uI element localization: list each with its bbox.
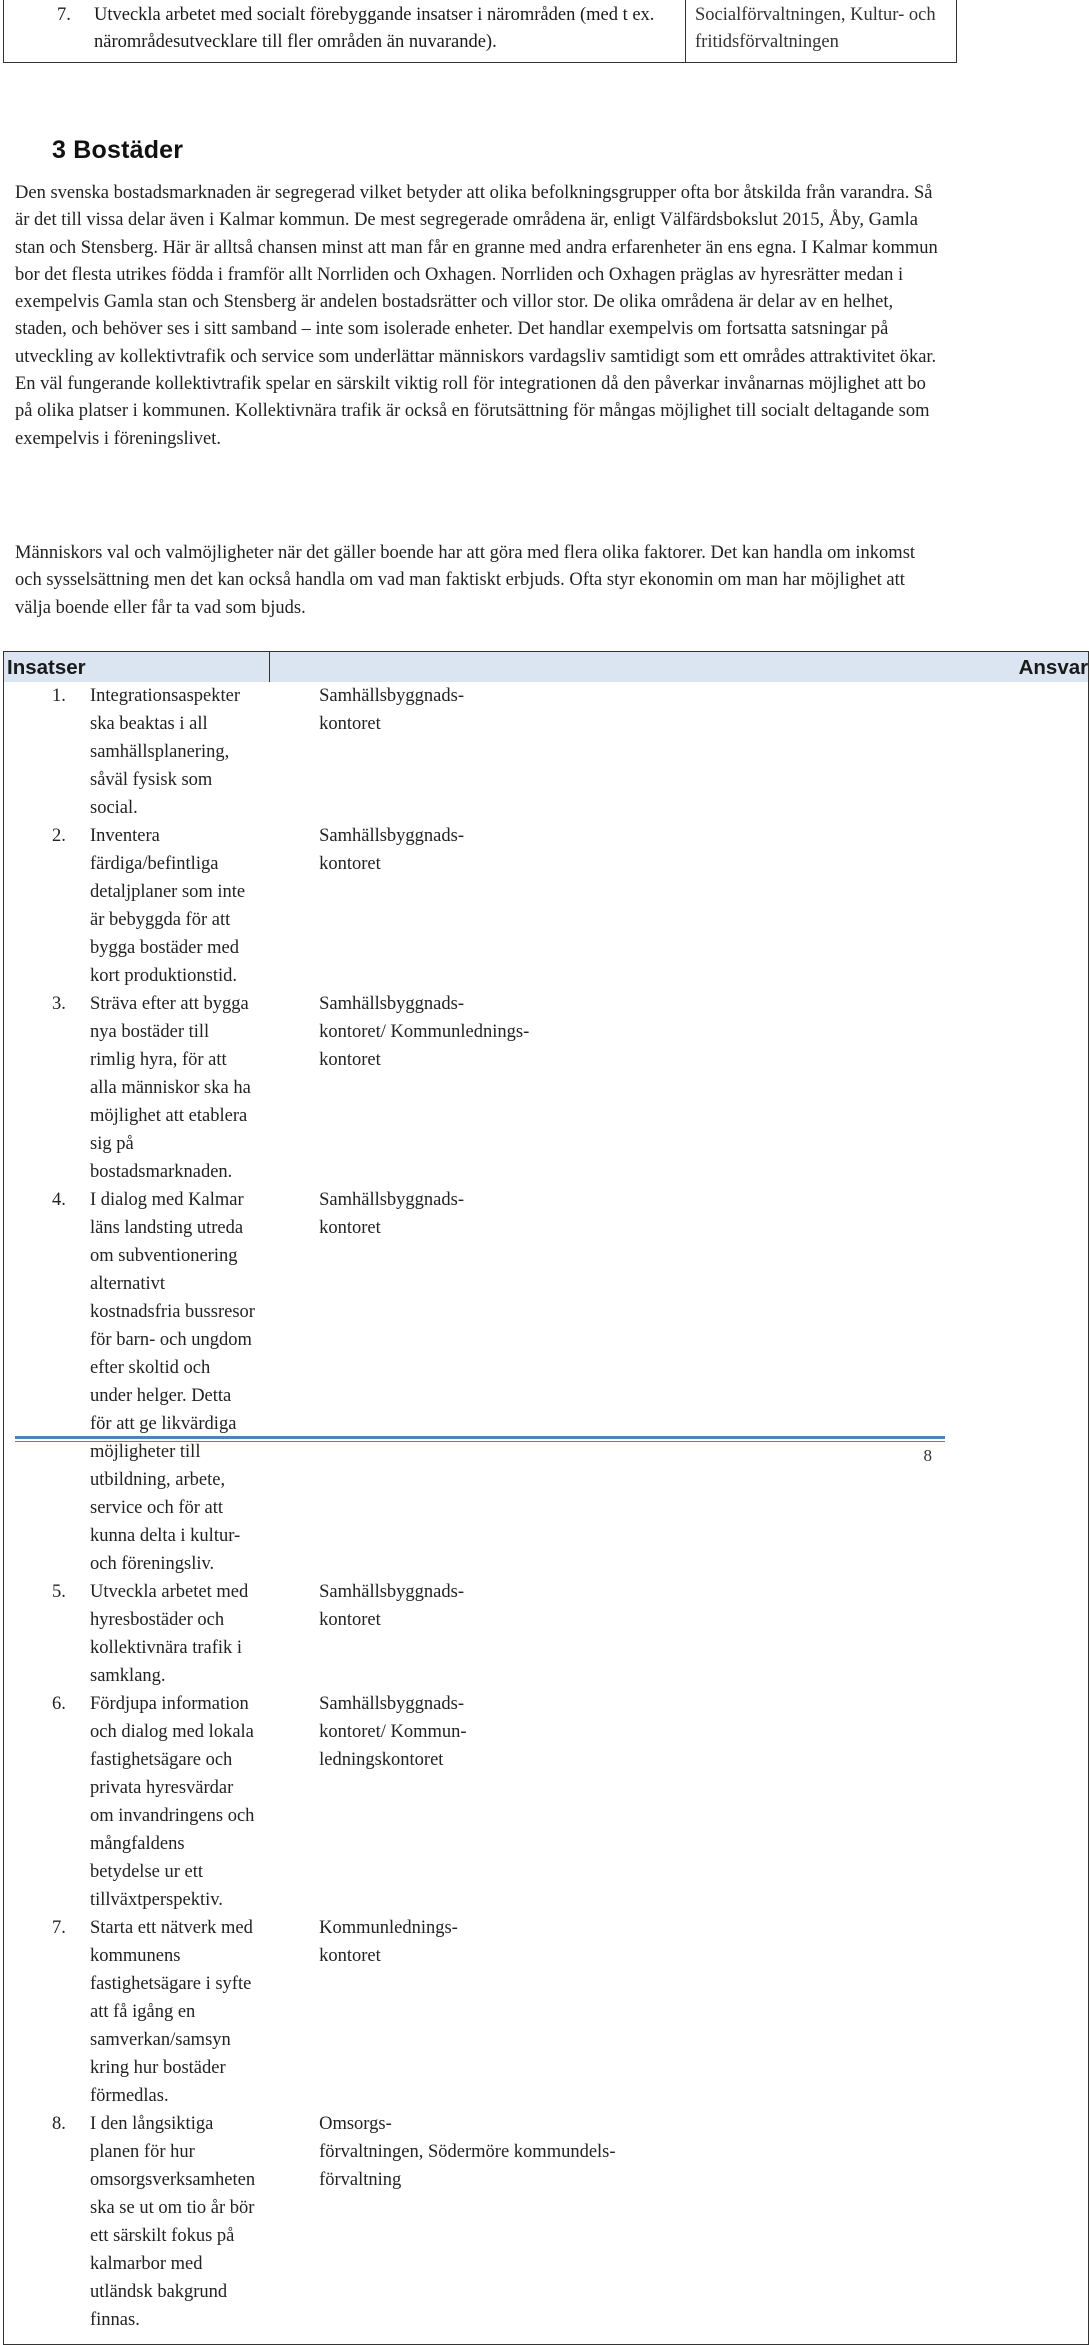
task-text: Inventera färdiga/befintliga detaljplaner som inte är bebyggda för att bygga bostäder med kort produktionstid. [90, 826, 246, 986]
table-header-row [4, 652, 1089, 683]
table-row [4, 822, 1089, 990]
table-row [4, 0, 957, 63]
body-paragraph: Den svenska bostadsmarknaden är segregerad vilket betyder att olika befolkningsgrupper ofta bor åtskilda från varandra. Så är det till vissa delar även i Kalmar kommun. De mest segregerade områdena är, enligt Välfärdsbokslut 2015, Åby, Gamla stan och Stensberg. Här är alltså chansen minst att man får en granne med andra erfarenheter än ens egna. I Kalmar kommun bor det flesta utrikes födda i framför allt Norrliden och Oxhagen. Norrliden och Oxhagen präglas av hyresrätter medan i exempelvis Gamla stan och Stensberg är andelen bostadsrätter och villor stor. De olika områdena är delar av en helhet, staden, och behöver ses i sitt samband – inte som isolerade enheter. Det handlar exempelvis om fortsatta satsningar på utveckling av kollektivtrafik och service som underlättar människors vardagsliv samtidigt som ett områdes attraktivitet ökar. En väl fungerande kollektivtrafik spelar en särskilt viktig roll för integrationen då den påverkar invånarnas möjlighet att bo på olika platser i kommunen. Kollektivnära trafik är också en förutsättning för mångas möjlighet till socialt deltagande som exempelvis i föreningslivet. [15, 183, 938, 449]
table-row [4, 2110, 1089, 2345]
table-row [4, 1186, 1089, 1578]
task-text: Starta ett nätverk med kommunens fastighetsägare i syfte att få igång en samverkan/samsyn kring hur bostäder förmedlas. [90, 1918, 253, 2106]
header-responsible-label: Ansvar [1018, 656, 1089, 679]
task-number: 7. [52, 1918, 66, 1938]
footer-rule [15, 1436, 945, 1439]
task-cell [4, 990, 270, 1186]
responsible-cell: Samhällsbyggnads- kontoret [269, 682, 1089, 822]
header-responsible [269, 652, 1089, 683]
task-number: 1. [52, 686, 66, 706]
continued-actions-table [3, 0, 957, 63]
task-number: 8. [52, 2114, 66, 2134]
task-number: 4. [52, 1190, 66, 1210]
task-text: I dialog med Kalmar läns landsting utreda om subventionering alternativt kostnadsfria bussresor för barn- och ungdom efter skoltid och under helger. Detta för att ge likvärdiga möjligheter till utbildning, arbete, service och för att kunna delta i kultur- och föreningsliv. [90, 1190, 255, 1574]
task-text: Sträva efter att bygga nya bostäder till rimlig hyra, för att alla människor ska ha möjlighet att etablera sig på bostadsmarknaden. [90, 994, 251, 1182]
task-cell [4, 822, 270, 990]
task-number: 2. [52, 826, 66, 846]
table-row [4, 1578, 1089, 1690]
task-text: I den långsiktiga planen för hur omsorgsverksamheten ska se ut om tio år bör ett särskilt fokus på kalmarbor med utländsk bakgrund finnas. [90, 2114, 256, 2330]
responsible-cell: Samhällsbyggnads- kontoret [269, 1578, 1089, 1690]
header-actions: Insatser [4, 652, 270, 683]
footer-rule-thin [15, 1441, 945, 1442]
table-row [4, 990, 1089, 1186]
section-heading: 3 Bostäder [52, 136, 184, 164]
task-text: Fördjupa information och dialog med lokala fastighetsägare och privata hyresvärdar om invandringens och mångfaldens betydelse ur ett tillväxtperspektiv. [90, 1694, 255, 1910]
responsible-cell: Samhällsbyggnads- kontoret/ Kommunlednings- kontoret [269, 990, 1089, 1186]
responsible-cell: Samhällsbyggnads- kontoret/ Kommun- ledningskontoret [269, 1690, 1089, 1914]
task-number: 5. [52, 1582, 66, 1602]
responsible-cell: Samhällsbyggnads- kontoret [269, 1186, 1089, 1578]
page-number: 8 [923, 1446, 932, 1465]
responsible-cell: Omsorgs- förvaltningen, Södermöre kommundels- förvaltning [269, 2110, 1089, 2345]
task-cell [4, 2110, 270, 2345]
task-cell [4, 682, 270, 822]
table-row [4, 1914, 1089, 2110]
task-cell [4, 1914, 270, 2110]
responsible-cell: Samhällsbyggnads- kontoret [269, 822, 1089, 990]
table-row [4, 1690, 1089, 1914]
task-number: 7. [57, 5, 71, 25]
task-cell [4, 1578, 270, 1690]
task-number: 6. [52, 1694, 66, 1714]
task-cell [4, 1186, 270, 1578]
task-cell [4, 0, 686, 63]
actions-table [3, 651, 1089, 2345]
task-text: Integrationsaspekter ska beaktas i all samhällsplanering, såväl fysisk som social. [90, 686, 240, 818]
responsible-cell: Socialförvaltningen, Kultur- och fritidsförvaltningen [686, 0, 957, 63]
body-paragraph: Människors val och valmöjligheter när det gäller boende har att göra med flera olika faktorer. Det kan handla om inkomst och sysselsättning men det kan också handla om vad man faktiskt erbjuds. Ofta styr ekonomin om man har möjlighet att välja boende eller får ta vad som bjuds. [15, 543, 916, 618]
task-cell [4, 1690, 270, 1914]
table-row [4, 682, 1089, 822]
responsible-cell: Kommunlednings- kontoret [269, 1914, 1089, 2110]
task-number: 3. [52, 994, 66, 1014]
task-text: Utveckla arbetet med socialt förebyggande insatser i närområden (med t ex. närområdesutvecklare till fler områden än nuvarande). [94, 5, 655, 52]
task-text: Utveckla arbetet med hyresbostäder och kollektivnära trafik i samklang. [90, 1582, 249, 1686]
